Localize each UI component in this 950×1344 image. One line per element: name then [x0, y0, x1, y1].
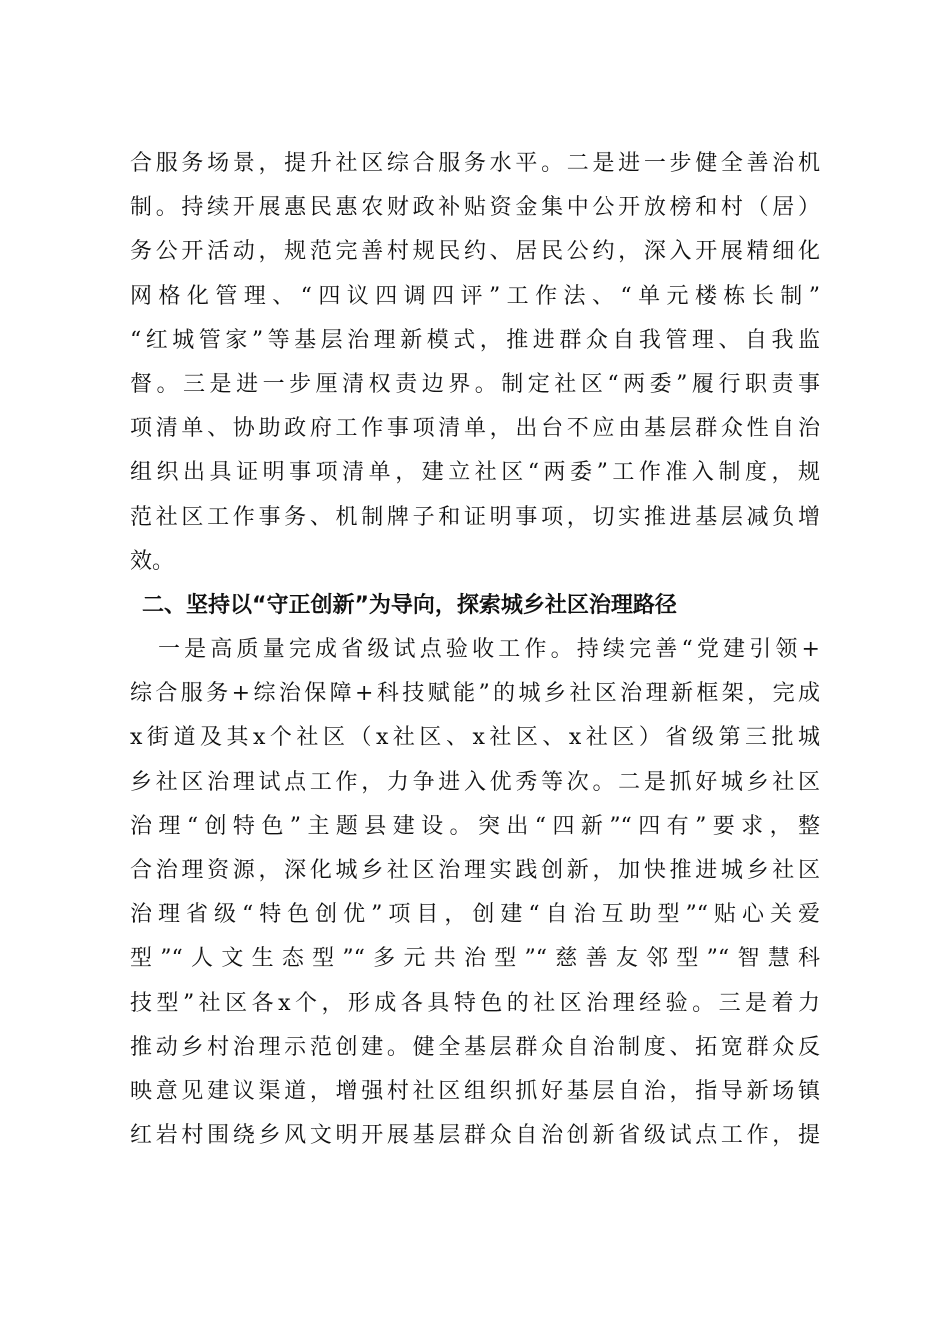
paragraph-line: 治理省级“特色创优”项目，创建“自治互助型”“贴心关爱: [130, 902, 820, 928]
paragraph-line: 一是高质量完成省级试点验收工作。持续完善“党建引领+: [158, 637, 820, 663]
paragraph-line: 网格化管理、“四议四调四评”工作法、“单元楼栋长制”: [130, 283, 820, 309]
paragraph-line: 项清单、协助政府工作事项清单，出台不应由基层群众性自治: [130, 416, 820, 442]
paragraph-line: 范社区工作事务、机制牌子和证明事项，切实推进基层减负增: [130, 504, 820, 530]
section-heading: 二、坚持以“守正创新”为导向，探索城乡社区治理路径: [142, 592, 677, 618]
paragraph-line: 映意见建议渠道，增强村社区组织抓好基层自治，指导新场镇: [130, 1078, 820, 1104]
paragraph-line: 治理“创特色”主题县建设。突出“四新”“四有”要求，整: [130, 813, 820, 839]
paragraph-line: 技型”社区各x个，形成各具特色的社区治理经验。三是着力: [130, 990, 820, 1016]
paragraph-line: 合服务场景，提升社区综合服务水平。二是进一步健全善治机: [130, 151, 820, 176]
paragraph-line: 督。三是进一步厘清权责边界。制定社区“两委”履行职责事: [130, 371, 820, 397]
paragraph-line: x街道及其x个社区（x社区、x社区、x社区）省级第三批城: [130, 725, 820, 751]
paragraph-line: 推动乡村治理示范创建。健全基层群众自治制度、拓宽群众反: [130, 1034, 820, 1060]
paragraph-line: 综合服务+综治保障+科技赋能”的城乡社区治理新框架，完成: [130, 681, 820, 707]
paragraph-line: “红城管家”等基层治理新模式，推进群众自我管理、自我监: [130, 327, 820, 353]
paragraph-line: 务公开活动，规范完善村规民约、居民公约，深入开展精细化: [130, 239, 820, 265]
paragraph-line: 型”“人文生态型”“多元共治型”“慈善友邻型”“智慧科: [130, 946, 820, 972]
paragraph-line: 效。: [130, 548, 175, 574]
document-body: [130, 142, 820, 1158]
paragraph-line: 组织出具证明事项清单，建立社区“两委”工作准入制度，规: [130, 460, 820, 486]
paragraph-line: 乡社区治理试点工作，力争进入优秀等次。二是抓好城乡社区: [130, 769, 820, 795]
paragraph-line: 红岩村围绕乡风文明开展基层群众自治创新省级试点工作，提: [130, 1123, 820, 1149]
paragraph-line: 制。持续开展惠民惠农财政补贴资金集中公开放榜和村（居）: [130, 195, 820, 221]
paragraph-line: 合治理资源，深化城乡社区治理实践创新，加快推进城乡社区: [130, 858, 820, 883]
